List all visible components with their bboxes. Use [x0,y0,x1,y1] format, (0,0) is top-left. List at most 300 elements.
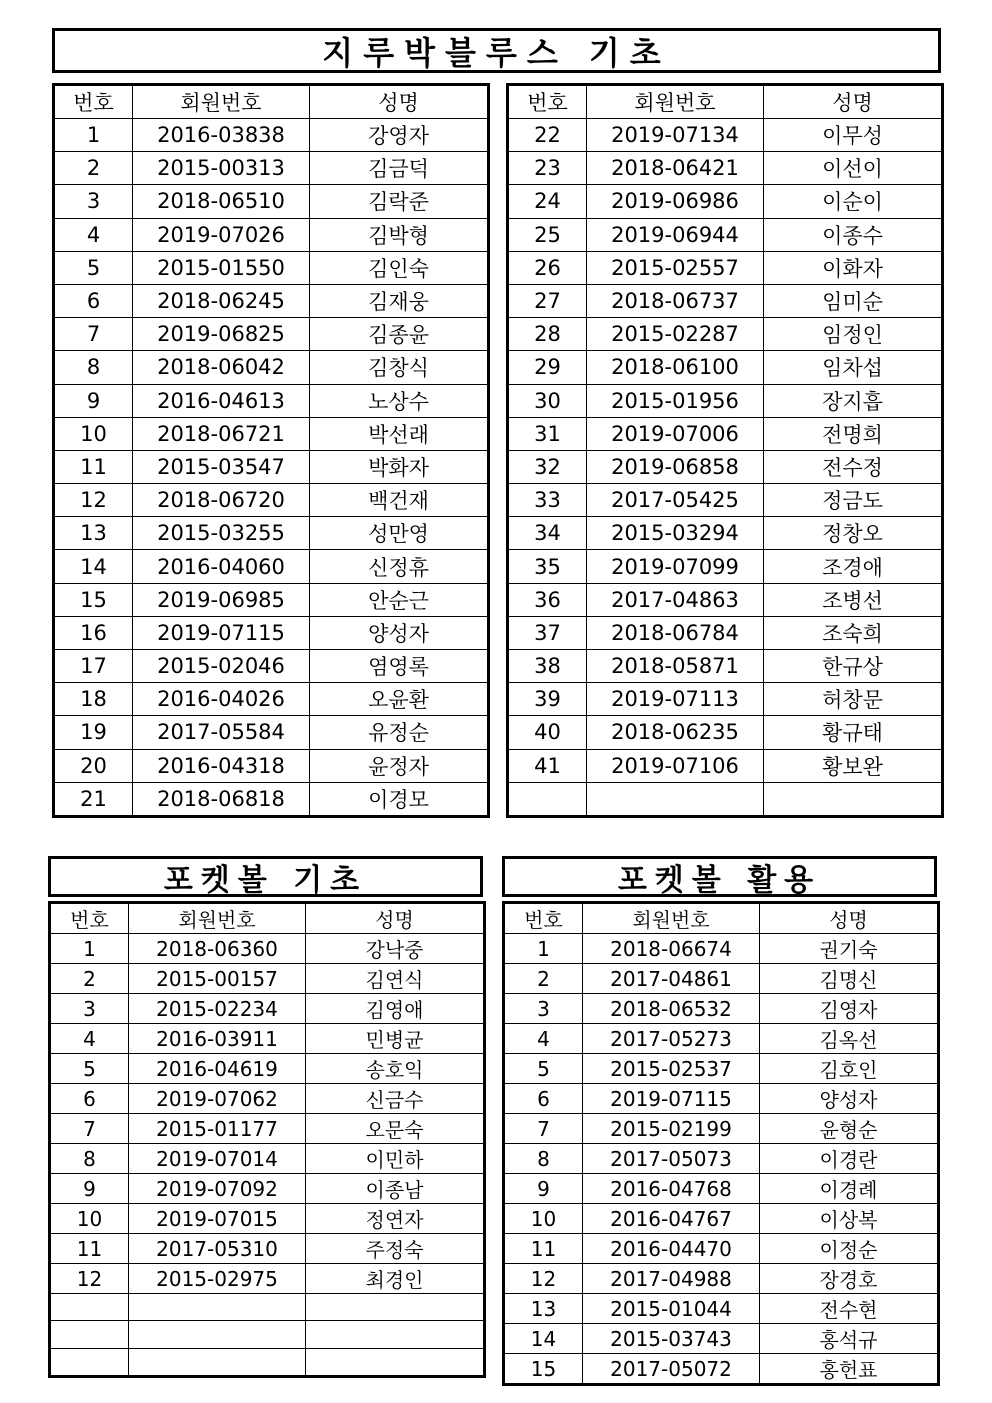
table-row [50,1084,485,1114]
cell-name: 황규태 [764,716,943,749]
table-row [508,716,943,749]
cell-member-id: 2019-06825 [133,318,310,351]
cell-name: 양성자 [310,616,489,649]
cell-name: 이선이 [764,152,943,185]
cell-name [306,1294,485,1321]
table-row [504,934,939,964]
cell-name: 전수정 [764,450,943,483]
cell-member-id: 2019-07026 [133,218,310,251]
cell-no: 27 [508,284,587,317]
cell-name: 윤형순 [760,1114,939,1144]
cell-member-id: 2017-05072 [583,1354,760,1385]
cell-name: 유정순 [310,716,489,749]
table-row [504,1084,939,1114]
cell-member-id: 2015-02537 [583,1054,760,1084]
cell-no: 12 [504,1264,583,1294]
cell-no: 15 [504,1354,583,1385]
table-row [504,1324,939,1354]
cell-member-id: 2017-05584 [133,716,310,749]
cell-member-id: 2017-04863 [587,583,764,616]
header-name: 성명 [310,85,489,119]
section2-title [48,856,483,897]
cell-no: 4 [50,1024,129,1054]
cell-name: 김종윤 [310,318,489,351]
table-row [54,450,489,483]
header-member-id: 회원번호 [583,903,760,934]
table-row [504,1024,939,1054]
cell-no: 32 [508,450,587,483]
cell-no: 28 [508,318,587,351]
table-row [504,1174,939,1204]
cell-name: 김재웅 [310,284,489,317]
cell-member-id: 2016-04619 [129,1054,306,1084]
cell-no [50,1294,129,1321]
cell-name: 박화자 [310,450,489,483]
cell-name: 이정순 [760,1234,939,1264]
cell-name: 권기숙 [760,934,939,964]
cell-no: 26 [508,251,587,284]
cell-no: 9 [50,1174,129,1204]
cell-no: 36 [508,583,587,616]
cell-no: 8 [54,351,133,384]
cell-name: 김연식 [306,964,485,994]
cell-member-id: 2019-07134 [587,119,764,152]
table-row [508,616,943,649]
cell-name: 이경례 [760,1174,939,1204]
cell-name: 오윤환 [310,683,489,716]
section1-title [52,28,941,73]
cell-no: 25 [508,218,587,251]
table-row [504,1294,939,1324]
cell-no: 39 [508,683,587,716]
cell-name: 이무성 [764,119,943,152]
table-row [508,218,943,251]
cell-member-id: 2016-04318 [133,749,310,782]
cell-member-id: 2018-06235 [587,716,764,749]
section2-table [48,901,486,1378]
header-member-id: 회원번호 [587,85,764,119]
header-member-id: 회원번호 [129,903,306,934]
section2-title-text: 포켓볼 기초 [163,862,368,898]
cell-member-id: 2019-07062 [129,1084,306,1114]
cell-member-id: 2018-06245 [133,284,310,317]
table-row [504,1144,939,1174]
cell-no: 9 [54,384,133,417]
cell-no: 21 [54,782,133,816]
cell-name: 김호인 [760,1054,939,1084]
table-row [504,994,939,1024]
cell-member-id: 2018-06674 [583,934,760,964]
cell-name: 오문숙 [306,1114,485,1144]
cell-no: 15 [54,583,133,616]
cell-member-id: 2015-03743 [583,1324,760,1354]
cell-no: 6 [54,284,133,317]
cell-member-id [129,1348,306,1376]
cell-name: 장지흡 [764,384,943,417]
cell-no [50,1348,129,1376]
cell-no: 18 [54,683,133,716]
table-row [54,119,489,152]
table-header-row [50,903,485,934]
cell-member-id: 2018-06737 [587,284,764,317]
cell-no: 10 [54,417,133,450]
cell-member-id: 2016-04470 [583,1234,760,1264]
cell-name: 송호익 [306,1054,485,1084]
cell-name: 염영록 [310,650,489,683]
table-row [54,251,489,284]
table-header-row [504,903,939,934]
cell-name: 김락준 [310,185,489,218]
cell-member-id: 2019-07115 [133,616,310,649]
section1-right-table [506,83,944,818]
cell-no: 30 [508,384,587,417]
table-row [54,318,489,351]
table-row [508,550,943,583]
table-row [54,351,489,384]
cell-no: 3 [504,994,583,1024]
cell-no: 41 [508,749,587,782]
table-row [504,1054,939,1084]
cell-name: 황보완 [764,749,943,782]
cell-name: 김영애 [306,994,485,1024]
cell-member-id: 2018-06510 [133,185,310,218]
cell-no: 1 [54,119,133,152]
cell-name: 주정숙 [306,1234,485,1264]
cell-no: 11 [50,1234,129,1264]
cell-member-id: 2016-04060 [133,550,310,583]
cell-no: 38 [508,650,587,683]
cell-member-id: 2016-04768 [583,1174,760,1204]
cell-no: 6 [504,1084,583,1114]
cell-member-id: 2015-02975 [129,1264,306,1294]
cell-name: 임차섭 [764,351,943,384]
cell-no: 13 [54,517,133,550]
cell-name: 이경란 [760,1144,939,1174]
cell-member-id: 2015-02287 [587,318,764,351]
cell-member-id: 2016-03838 [133,119,310,152]
cell-member-id: 2016-04767 [583,1204,760,1234]
cell-no: 40 [508,716,587,749]
cell-member-id: 2019-07106 [587,749,764,782]
cell-no: 35 [508,550,587,583]
table-row [50,1348,485,1376]
cell-no: 8 [504,1144,583,1174]
cell-name: 조병선 [764,583,943,616]
cell-name: 강낙중 [306,934,485,964]
cell-no: 5 [54,251,133,284]
section1-title-text: 지루박블루스 기초 [322,33,671,72]
cell-no: 10 [504,1204,583,1234]
table-row [508,251,943,284]
cell-no: 37 [508,616,587,649]
table-row [54,484,489,517]
cell-no: 14 [504,1324,583,1354]
header-member-id: 회원번호 [133,85,310,119]
cell-member-id: 2018-06100 [587,351,764,384]
cell-no: 14 [54,550,133,583]
cell-name: 허창문 [764,683,943,716]
table-row [504,1354,939,1385]
cell-name: 이종수 [764,218,943,251]
table-row [54,417,489,450]
table-row [54,185,489,218]
cell-name: 이경모 [310,782,489,816]
table-row [50,1024,485,1054]
cell-no: 12 [54,484,133,517]
cell-no: 5 [50,1054,129,1084]
cell-no: 23 [508,152,587,185]
cell-no: 29 [508,351,587,384]
cell-member-id: 2015-03294 [587,517,764,550]
section3-table [502,901,940,1386]
cell-name: 이민하 [306,1144,485,1174]
table-row [508,650,943,683]
cell-member-id: 2019-06985 [133,583,310,616]
table-row [50,1144,485,1174]
cell-no: 11 [504,1234,583,1264]
cell-no: 12 [50,1264,129,1294]
cell-name: 정창오 [764,517,943,550]
cell-name: 성만영 [310,517,489,550]
cell-name: 박선래 [310,417,489,450]
header-no: 번호 [54,85,133,119]
table-row [54,218,489,251]
table-row [54,284,489,317]
cell-no [508,782,587,816]
cell-name: 신정휴 [310,550,489,583]
cell-name: 강영자 [310,119,489,152]
cell-name: 백건재 [310,484,489,517]
table-row [50,1114,485,1144]
table-row [508,683,943,716]
cell-member-id: 2018-06818 [133,782,310,816]
cell-member-id: 2019-06986 [587,185,764,218]
cell-name: 이상복 [760,1204,939,1234]
cell-member-id: 2015-02199 [583,1114,760,1144]
cell-member-id [587,782,764,816]
table-row [508,417,943,450]
cell-name: 임미순 [764,284,943,317]
cell-no [50,1321,129,1348]
cell-name: 김영자 [760,994,939,1024]
table-row [508,782,943,816]
cell-no: 5 [504,1054,583,1084]
cell-member-id: 2019-07006 [587,417,764,450]
cell-name: 김박형 [310,218,489,251]
cell-name [306,1321,485,1348]
cell-member-id: 2019-07092 [129,1174,306,1204]
cell-member-id: 2015-01044 [583,1294,760,1324]
cell-name: 양성자 [760,1084,939,1114]
cell-no: 10 [50,1204,129,1234]
cell-no: 8 [50,1144,129,1174]
cell-name: 임정인 [764,318,943,351]
cell-name: 김금덕 [310,152,489,185]
cell-member-id: 2016-04026 [133,683,310,716]
cell-member-id: 2018-06532 [583,994,760,1024]
cell-no: 33 [508,484,587,517]
cell-name: 한규상 [764,650,943,683]
cell-member-id: 2015-01550 [133,251,310,284]
table-row [54,517,489,550]
cell-no: 31 [508,417,587,450]
cell-no: 6 [50,1084,129,1114]
table-row [508,484,943,517]
table-row [50,1204,485,1234]
cell-member-id: 2015-02046 [133,650,310,683]
header-name: 성명 [760,903,939,934]
table-header-row [54,85,489,119]
table-row [508,351,943,384]
cell-no: 34 [508,517,587,550]
table-row [54,650,489,683]
header-no: 번호 [50,903,129,934]
table-row [54,616,489,649]
table-row [54,782,489,816]
cell-no: 7 [54,318,133,351]
cell-no: 7 [50,1114,129,1144]
table-row [54,716,489,749]
table-row [504,964,939,994]
table-row [54,152,489,185]
cell-no: 9 [504,1174,583,1204]
table-row [508,152,943,185]
table-row [50,1234,485,1264]
cell-member-id: 2018-06784 [587,616,764,649]
cell-member-id: 2016-04613 [133,384,310,417]
header-name: 성명 [764,85,943,119]
header-no: 번호 [504,903,583,934]
cell-name [764,782,943,816]
cell-no: 20 [54,749,133,782]
cell-name: 전수현 [760,1294,939,1324]
cell-name: 정금도 [764,484,943,517]
cell-name: 김인숙 [310,251,489,284]
cell-no: 4 [54,218,133,251]
cell-no: 17 [54,650,133,683]
table-row [508,450,943,483]
cell-member-id: 2018-05871 [587,650,764,683]
cell-name: 노상수 [310,384,489,417]
cell-name: 홍석규 [760,1324,939,1354]
cell-no: 24 [508,185,587,218]
table-row [508,384,943,417]
section3-title [502,856,937,897]
cell-name: 안순근 [310,583,489,616]
cell-no: 2 [50,964,129,994]
cell-member-id: 2018-06720 [133,484,310,517]
cell-member-id [129,1321,306,1348]
cell-no: 2 [54,152,133,185]
table-row [504,1264,939,1294]
section1-left-table [52,83,490,818]
cell-member-id: 2015-00313 [133,152,310,185]
cell-member-id: 2015-01177 [129,1114,306,1144]
cell-no: 16 [54,616,133,649]
cell-member-id: 2019-07099 [587,550,764,583]
table-row [50,934,485,964]
cell-name: 장경호 [760,1264,939,1294]
cell-member-id: 2018-06421 [587,152,764,185]
cell-member-id: 2017-05073 [583,1144,760,1174]
cell-name: 전명희 [764,417,943,450]
table-row [50,1174,485,1204]
cell-member-id: 2019-06858 [587,450,764,483]
table-row [504,1234,939,1264]
table-row [508,119,943,152]
cell-member-id: 2015-02557 [587,251,764,284]
header-name: 성명 [306,903,485,934]
table-row [50,1321,485,1348]
cell-member-id: 2017-05425 [587,484,764,517]
header-no: 번호 [508,85,587,119]
cell-member-id: 2018-06042 [133,351,310,384]
table-row [54,550,489,583]
table-row [54,749,489,782]
cell-name: 이화자 [764,251,943,284]
cell-member-id: 2016-03911 [129,1024,306,1054]
cell-member-id: 2019-07014 [129,1144,306,1174]
cell-name: 윤정자 [310,749,489,782]
table-row [508,583,943,616]
cell-no: 3 [50,994,129,1024]
cell-member-id: 2015-03255 [133,517,310,550]
table-row [508,318,943,351]
cell-name: 김명신 [760,964,939,994]
cell-no: 2 [504,964,583,994]
cell-no: 13 [504,1294,583,1324]
cell-member-id: 2019-07113 [587,683,764,716]
table-row [50,1294,485,1321]
cell-name: 이순이 [764,185,943,218]
table-row [508,749,943,782]
cell-member-id: 2017-04988 [583,1264,760,1294]
cell-member-id: 2017-05310 [129,1234,306,1264]
cell-name: 최경인 [306,1264,485,1294]
table-row [50,994,485,1024]
cell-name: 조경애 [764,550,943,583]
cell-name: 조숙희 [764,616,943,649]
cell-member-id: 2015-03547 [133,450,310,483]
cell-name: 김창식 [310,351,489,384]
cell-name: 김옥선 [760,1024,939,1054]
cell-member-id: 2018-06721 [133,417,310,450]
cell-no: 4 [504,1024,583,1054]
table-row [50,1264,485,1294]
cell-name: 홍헌표 [760,1354,939,1385]
cell-name [306,1348,485,1376]
table-row [504,1204,939,1234]
table-row [54,683,489,716]
cell-no: 1 [504,934,583,964]
cell-name: 정연자 [306,1204,485,1234]
table-row [54,583,489,616]
cell-member-id [129,1294,306,1321]
cell-no: 19 [54,716,133,749]
cell-member-id: 2019-06944 [587,218,764,251]
cell-name: 신금수 [306,1084,485,1114]
table-row [508,517,943,550]
section3-title-text: 포켓볼 활용 [617,862,822,898]
cell-no: 3 [54,185,133,218]
table-row [50,1054,485,1084]
cell-member-id: 2019-07015 [129,1204,306,1234]
cell-member-id: 2017-05273 [583,1024,760,1054]
table-header-row [508,85,943,119]
cell-name: 이종남 [306,1174,485,1204]
cell-member-id: 2015-02234 [129,994,306,1024]
cell-member-id: 2015-00157 [129,964,306,994]
